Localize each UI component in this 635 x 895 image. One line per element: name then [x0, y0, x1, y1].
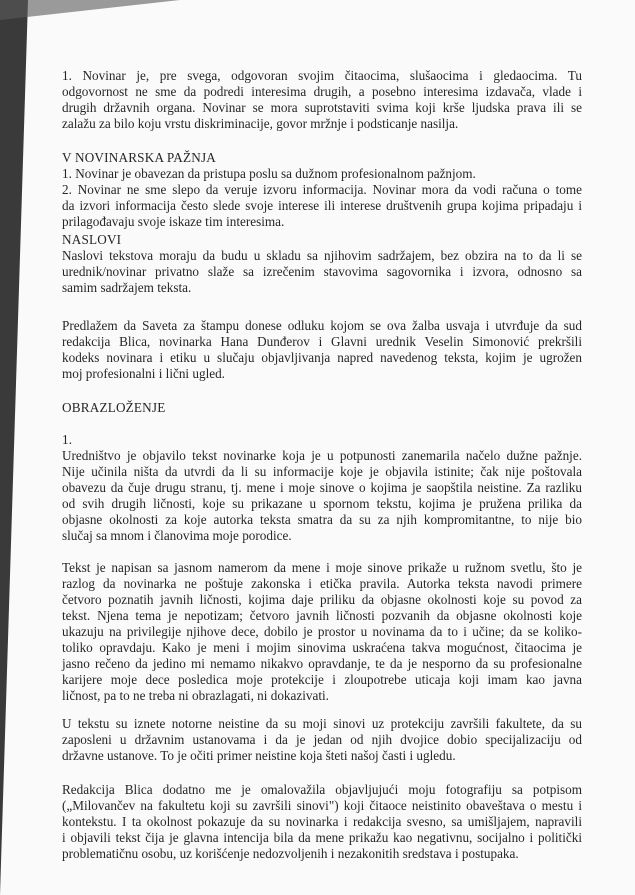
- text-line: tekst. Njena tema je nepotizam; četvoro javnih ličnosti pozvanih da objasne okolnosti koje: [62, 608, 582, 623]
- text-line: toliko opravdaju. Kako je meni i mojim sinovima uskraćena takva mogućnost, čitaocima je: [62, 640, 582, 655]
- text-line: moj profesionalni i lični ugled.: [62, 366, 225, 381]
- text-line: Predlažem da Saveta za štampu donese odluku kojom se ova žalba usvaja i utvrđuje da sud: [62, 318, 582, 333]
- text-line: 1. Novinar je obavezan da pristupa poslu sa dužnom profesionalnom pažnjom.: [62, 166, 476, 181]
- text-line: ukazuju na privilegije njihove dece, dobilo je prostor u novinama da to i učine; da se koliko-: [62, 624, 582, 639]
- paragraph-text-intent: [62, 560, 582, 704]
- heading-rationale: [62, 400, 582, 416]
- section-heading: NASLOVI: [62, 232, 122, 247]
- text-line: i objavili tekst čija je glavna intencija bila da mene prikažu kao negativnu, socijalno i politički: [62, 830, 582, 845]
- text-line: četvoro poznatih javnih ličnosti, kojima daje priliku da objasne okolnosti koje su povod za: [62, 592, 582, 607]
- paragraph-photo-caption: [62, 782, 582, 862]
- text-line: jasno rečeno da jedino mi nemamo nikakvo opravdanje, te da je nesporno da su profesionalne: [62, 656, 582, 671]
- scan-edge-shadow: [0, 0, 28, 895]
- text-line: Tekst je napisan sa jasnom namerom da mene i moje sinove prikaže u ružnom svetlu, što je: [62, 560, 582, 575]
- text-line: karijere moje dece posledica moje protekcije i zloupotrebe uticaja koji imam kao javna: [62, 672, 582, 687]
- text-line: odgovornost ne sme da podredi interesima drugih, a posebno interesima izdavača, vlade i: [62, 84, 582, 99]
- text-line: 1. Novinar je, pre svega, odgovoran svojim čitaocima, slušaocima i gledaocima. Tu: [62, 68, 582, 83]
- text-line: zaposleni u državnim ustanovama i da je jedan od njih dvojice dobio specijalizaciju od: [62, 732, 582, 747]
- text-line: kontekstu. I ta okolnost pokazuje da su novinarka i redakcija svesno, sa umišljajem, napravili: [62, 814, 582, 829]
- text-line: problematičnu osobu, uz korišćenje nedozvoljenih i nezakonitih sredstava i postupaka.: [62, 846, 519, 861]
- paragraph-editorial-board: [62, 448, 582, 544]
- heading-headlines: [62, 232, 582, 248]
- text-line: obavezu da čuje drugu stranu, tj. mene i moje sinove o kojima je saopštila neistine. Za razliku: [62, 480, 582, 495]
- text-line: Redakcija Blica dodatno me je omalovažila objavljujući moju fotografiju sa potpisom: [62, 782, 582, 797]
- text-line: Naslovi tekstova moraju da budu u skladu sa njihovim sadržajem, bez obzira na to da li se: [62, 248, 582, 263]
- text-line: prilagođavaju svoje iskaze tim interesima.: [62, 214, 285, 229]
- paragraph-headlines: [62, 248, 582, 296]
- text-line: od svih drugih ličnosti, koje su prikazane u spornom tekstu, kojima je pružena prilika da: [62, 496, 582, 511]
- paragraph-proposal: [62, 318, 582, 382]
- text-line: državne ustanove. To je očiti primer neistine koja šteti našoj časti i ugledu.: [62, 748, 456, 763]
- section-heading: V NOVINARSKA PAŽNJA: [62, 150, 217, 165]
- text-line: kodeks novinara i etiku u slučaju objavljivanja napred navedenog teksta, kojim je ugrožen: [62, 350, 582, 365]
- paragraph-untruths: [62, 716, 582, 764]
- text-line: ličnost, pa to ne treba ni obrazlagati, ni dokazivati.: [62, 688, 329, 703]
- text-line: slučaj sa mnom i članovima moje porodice.: [62, 528, 292, 543]
- text-line: 2. Novinar ne sme slepo da veruje izvoru informacija. Novinar mora da vodi računa o tome: [62, 182, 582, 197]
- section-heading: OBRAZLOŽENJE: [62, 400, 166, 415]
- item-number: 1.: [62, 432, 73, 447]
- text-line: samim sadržajem teksta.: [62, 280, 192, 295]
- heading-journalistic-care: [62, 150, 582, 166]
- paragraph-journalistic-care: [62, 166, 582, 230]
- scan-top-shadow: [0, 0, 180, 20]
- text-line: Uredništvo je objavilo tekst novinarke koja je u potpunosti zanemarila načelo dužne pažnje.: [62, 448, 582, 463]
- paragraph-journalist-responsibility: [62, 68, 582, 132]
- text-line: drugih državnih organa. Novinar se mora suprotstaviti svima koji krše ljudska prava ili se: [62, 100, 582, 115]
- text-line: objasne okolnosti za koje autorka teksta smatra da su za njih kompromitantne, to nije bio: [62, 512, 582, 527]
- text-line: („Milovančev na fakultetu koji su završili sinovi") koji čitaoce neistinito obaveštava o mestu i: [62, 798, 582, 813]
- text-line: da izvori informacija često slede svoje interese ili interese društvenih grupa kojima pripadaju i: [62, 198, 582, 213]
- rationale-number: [62, 432, 582, 448]
- text-line: urednik/novinar privatno slaže sa izrečenim stavovima sagovornika i izvora, odnosno sa: [62, 264, 582, 279]
- text-line: U tekstu su iznete notorne neistine da su moji sinovi uz protekciju završili fakultete, da su: [62, 716, 582, 731]
- text-line: razlog da novinarka ne poštuje zakonska i etička pravila. Autorka teksta navodi primere: [62, 576, 582, 591]
- text-line: Nije učinila ništa da utvrdi da li su informacije koje je objavila istinite; čak nije poštovala: [62, 464, 582, 479]
- text-line: redakcija Blica, novinarka Hana Dunđerov i Glavni urednik Veselin Simonović prekršili: [62, 334, 582, 349]
- text-line: zalažu za bilo koju vrstu diskriminacije, govor mržnje i podsticanje nasilja.: [62, 116, 459, 131]
